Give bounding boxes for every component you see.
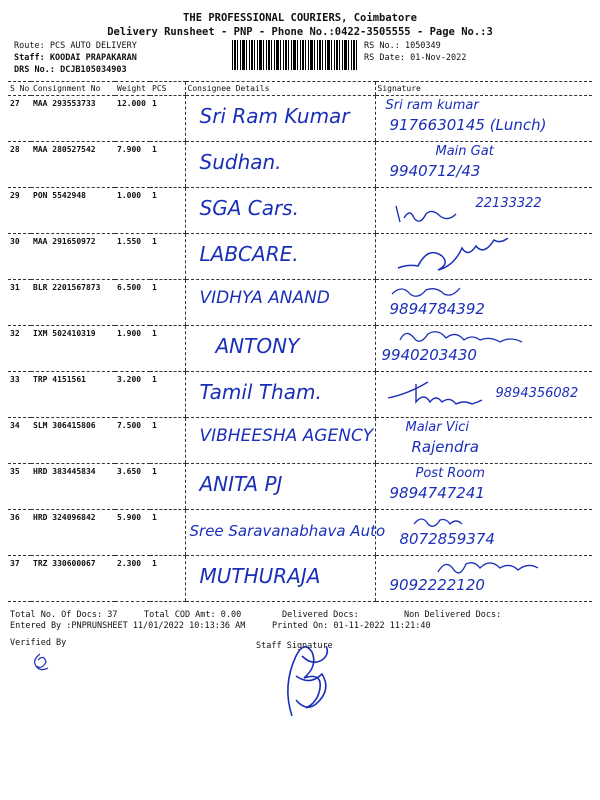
- route-line: [14, 41, 137, 51]
- row-weight: 6.500: [115, 280, 150, 326]
- row-consignment: MAA 293553733: [31, 96, 115, 142]
- row-sno: 36: [8, 510, 31, 556]
- staff-signature-scribble: [272, 636, 338, 726]
- consignee-handwriting: MUTHURAJA: [199, 564, 321, 588]
- consignee-handwriting: ANTONY: [215, 334, 300, 358]
- table-row: [8, 280, 592, 326]
- row-pcs: 1: [150, 326, 185, 372]
- signature-scribble: [392, 238, 522, 278]
- row-consignee: [185, 510, 386, 556]
- signature-handwriting: Malar Vici: [405, 420, 470, 435]
- table-row: [8, 556, 592, 602]
- rs-no-value: 1050349: [404, 41, 441, 51]
- row-signature: [375, 96, 592, 142]
- signature-scribble: [386, 378, 496, 408]
- route-label: Route:: [14, 41, 45, 51]
- row-signature: [375, 280, 592, 326]
- row-pcs: 1: [150, 280, 185, 326]
- row-consignee: [185, 326, 375, 372]
- table-row: [8, 464, 592, 510]
- row-sno: 37: [8, 556, 31, 602]
- row-consignee: [185, 188, 375, 234]
- row-consignee: [185, 96, 375, 142]
- consignee-handwriting: Sri Ram Kumar: [199, 104, 350, 128]
- row-pcs: 1: [150, 142, 185, 188]
- consignee-handwriting: SGA Cars.: [199, 196, 299, 220]
- row-sno: 31: [8, 280, 31, 326]
- row-signature: [375, 142, 592, 188]
- consignee-handwriting: LABCARE.: [199, 242, 299, 266]
- row-weight: 7.900: [115, 142, 150, 188]
- verified-by-label: Verified By: [10, 638, 67, 648]
- row-weight: 2.300: [115, 556, 150, 602]
- row-consignment: PON 5542948: [31, 188, 115, 234]
- table-row: [8, 510, 592, 556]
- row-consignee: [185, 280, 375, 326]
- row-pcs: 1: [150, 188, 185, 234]
- drs-value: DCJB105034903: [60, 65, 127, 75]
- row-consignment: MAA 280527542: [31, 142, 115, 188]
- rs-no-label: RS No.:: [364, 41, 400, 51]
- table-row: [8, 234, 592, 280]
- row-sno: 35: [8, 464, 31, 510]
- row-consignee: [185, 418, 375, 464]
- row-pcs: 1: [150, 96, 185, 142]
- row-sno: 30: [8, 234, 31, 280]
- drs-label: DRS No.:: [14, 65, 55, 75]
- row-consignment: HRD 383445834: [31, 464, 115, 510]
- row-sno: 34: [8, 418, 31, 464]
- row-consignment: SLM 306415806: [31, 418, 115, 464]
- consignee-handwriting: Sree Saravanabhava Auto: [189, 522, 386, 540]
- rs-date-line: [364, 53, 466, 63]
- row-consignee: [185, 234, 375, 280]
- row-sno: 33: [8, 372, 31, 418]
- signature-handwriting: Sri ram kumar: [385, 98, 479, 113]
- row-consignee: [185, 556, 375, 602]
- staff-line: [14, 53, 137, 63]
- row-pcs: 1: [150, 556, 185, 602]
- signature-scribble: [436, 558, 556, 578]
- consignee-handwriting: VIDHYA ANAND: [199, 288, 330, 308]
- col-consignee: Consignee Details: [185, 82, 375, 96]
- row-consignee: [185, 464, 375, 510]
- table-row: [8, 418, 592, 464]
- signature-phone: 9894356082: [495, 386, 579, 401]
- row-weight: 1.900: [115, 326, 150, 372]
- consignee-handwriting: Sudhan.: [199, 150, 282, 174]
- row-weight: 3.200: [115, 372, 150, 418]
- row-pcs: 1: [150, 418, 185, 464]
- signature-handwriting: Post Room: [415, 466, 485, 481]
- col-pcs: PCS: [150, 82, 185, 96]
- entered-by: Entered By :PNPRUNSHEET 11/01/2022 10:13:36 AM: [10, 621, 246, 631]
- row-signature: [375, 234, 592, 280]
- signature-phone: 9940203430: [381, 346, 477, 364]
- row-weight: 12.000: [115, 96, 150, 142]
- non-delivered-docs: Non Delivered Docs:: [404, 610, 502, 620]
- row-sno: 32: [8, 326, 31, 372]
- table-row: [8, 372, 592, 418]
- signature-name: Rajendra: [411, 438, 479, 456]
- row-pcs: 1: [150, 510, 185, 556]
- printed-on: Printed On: 01-11-2022 11:21:40: [272, 621, 431, 631]
- route-value: PCS AUTO DELIVERY: [49, 41, 137, 51]
- row-consignment: HRD 324096842: [31, 510, 115, 556]
- signature-phone: 8072859374: [399, 530, 495, 548]
- table-row: [8, 142, 592, 188]
- col-signature: Signature: [375, 82, 592, 96]
- row-signature: [375, 556, 592, 602]
- row-weight: 1.550: [115, 234, 150, 280]
- signature-phone: 22133322: [475, 196, 542, 211]
- row-consignee: [185, 372, 375, 418]
- signature-phone: 9092222120: [389, 576, 485, 594]
- signature-handwriting: Main Gat: [435, 144, 494, 159]
- row-signature: [375, 418, 592, 464]
- row-weight: 3.650: [115, 464, 150, 510]
- drs-line: [14, 65, 127, 75]
- row-consignment: BLR 2201567873: [31, 280, 115, 326]
- row-consignment: MAA 291650972: [31, 234, 115, 280]
- signature-phone: 9176630145 (Lunch): [389, 116, 547, 134]
- total-cod: Total COD Amt: 0.00: [144, 610, 242, 620]
- row-signature: [375, 510, 592, 556]
- signature-scribble: [390, 284, 480, 300]
- rs-date-label: RS Date:: [364, 53, 405, 63]
- signature-scribble: [394, 200, 474, 226]
- rs-date-value: 01-Nov-2022: [410, 53, 467, 63]
- signature-phone: 9894747241: [389, 484, 485, 502]
- signature-phone: 9894784392: [389, 300, 485, 318]
- row-signature: [375, 372, 592, 418]
- row-weight: 5.900: [115, 510, 150, 556]
- row-consignment: IXM 502410319: [31, 326, 115, 372]
- staff-value: KOODAI PRAPAKARAN: [49, 53, 137, 63]
- row-sno: 29: [8, 188, 31, 234]
- consignee-handwriting: ANITA PJ: [199, 472, 283, 496]
- consignee-handwriting: VIBHEESHA AGENCY: [199, 426, 374, 446]
- runsheet-table: [8, 81, 592, 602]
- total-docs: Total No. Of Docs: 37: [10, 610, 118, 620]
- row-weight: 1.000: [115, 188, 150, 234]
- col-weight: Weight: [115, 82, 150, 96]
- runsheet-subtitle: Delivery Runsheet - PNP - Phone No.:0422-3505555 - Page No.:3: [107, 26, 493, 38]
- row-signature: [375, 326, 592, 372]
- company-title: THE PROFESSIONAL COURIERS, Coimbatore: [183, 12, 417, 24]
- table-row: [8, 96, 592, 142]
- row-consignment: TRP 4151561: [31, 372, 115, 418]
- staff-label: Staff:: [14, 53, 45, 63]
- row-consignment: TRZ 330600067: [31, 556, 115, 602]
- row-consignee: [185, 142, 375, 188]
- row-sno: 28: [8, 142, 31, 188]
- rs-no-line: [364, 41, 441, 51]
- delivered-docs: Delivered Docs:: [282, 610, 359, 620]
- row-pcs: 1: [150, 234, 185, 280]
- row-signature: [375, 188, 592, 234]
- row-signature: [375, 464, 592, 510]
- col-consignment: Consignment No: [31, 82, 115, 96]
- barcode-image: [232, 40, 357, 70]
- row-sno: 27: [8, 96, 31, 142]
- table-row: [8, 188, 592, 234]
- verifier-signature: [28, 650, 52, 674]
- col-sno: S No: [8, 82, 31, 96]
- signature-scribble: [396, 328, 556, 346]
- consignee-handwriting: Tamil Tham.: [199, 380, 322, 404]
- row-pcs: 1: [150, 372, 185, 418]
- signature-scribble: [412, 514, 472, 530]
- staff-signature-label: Staff Signature: [256, 641, 333, 651]
- signature-phone: 9940712/43: [389, 162, 481, 180]
- row-weight: 7.500: [115, 418, 150, 464]
- row-pcs: 1: [150, 464, 185, 510]
- table-header-row: [8, 82, 592, 96]
- table-row: [8, 326, 592, 372]
